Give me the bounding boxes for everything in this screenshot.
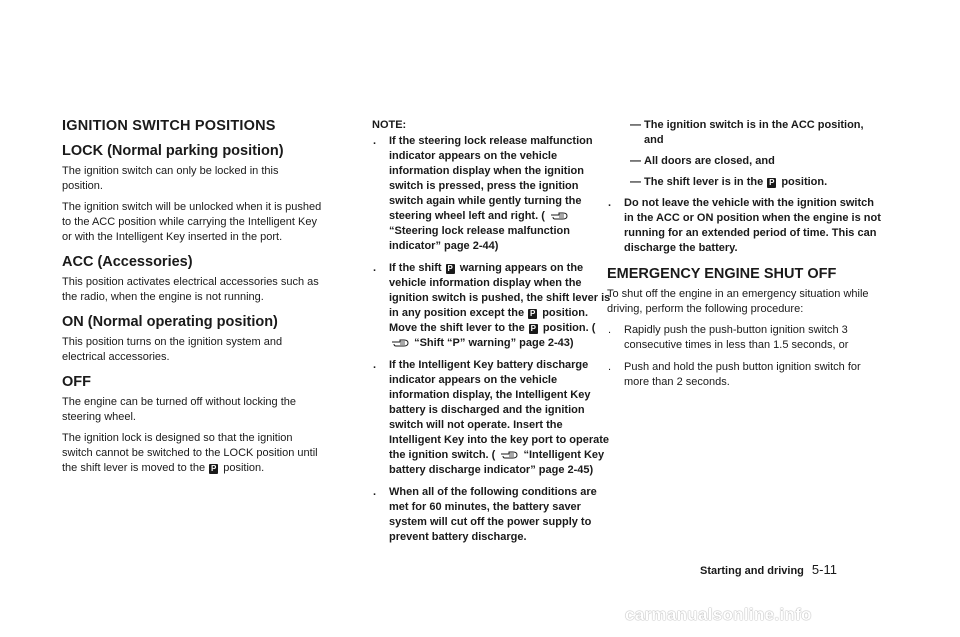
park-icon: P bbox=[447, 264, 453, 273]
bullet-marker: . bbox=[373, 262, 377, 274]
off-paragraph-1: The engine can be turned off without locking the steering wheel. bbox=[62, 396, 297, 423]
left-column bbox=[62, 118, 322, 485]
page-number: 5-11 bbox=[811, 562, 837, 577]
emergency-step-1 bbox=[607, 323, 882, 353]
emergency-step-2-text: Push and hold the push button ignition switch for more than 2 seconds. bbox=[624, 361, 861, 388]
park-icon: P bbox=[769, 178, 775, 187]
bullet-marker: . bbox=[608, 197, 612, 209]
on-heading: ON (Normal operating position) bbox=[62, 314, 278, 330]
acc-section bbox=[62, 254, 322, 305]
lock-heading: LOCK (Normal parking position) bbox=[62, 143, 284, 159]
off-heading: OFF bbox=[62, 374, 91, 390]
condition-shift bbox=[622, 175, 882, 190]
reference-hand-icon bbox=[500, 450, 518, 460]
park-icon: P bbox=[530, 324, 536, 333]
off-paragraph-2 bbox=[62, 431, 322, 476]
dash-marker: — bbox=[630, 119, 641, 131]
note-bullet-2-text-b: warning appears on the vehicle information display when the ignition switch is pushed, the shift lever is in any position except the bbox=[389, 262, 611, 319]
note-bullet-key-battery bbox=[372, 358, 612, 478]
reference-hand-icon bbox=[391, 338, 409, 348]
acc-heading: ACC (Accessories) bbox=[62, 254, 193, 270]
right-column bbox=[607, 118, 882, 397]
note-bullet-shift-p-warning bbox=[372, 261, 612, 351]
note-bullet-1-text: If the steering lock release malfunction indicator appears on the vehicle information display when the ignition switch is pressed, press the ignition switch again while gently turning the steering wheel left and right. ( bbox=[389, 135, 593, 222]
lock-paragraph-1: The ignition switch can only be locked in this position. bbox=[62, 165, 279, 192]
condition-shift-text-b: position. bbox=[781, 176, 828, 188]
reference-hand-icon bbox=[550, 211, 568, 221]
condition-acc bbox=[622, 118, 882, 148]
note-bullet-3-text: If the Intelligent Key battery discharge indicator appears on the vehicle information display, the Intelligent Key battery is discharged and the ignition switch will not operate. Insert the Intelligent Key into the key port to operate the ignition switch. ( bbox=[389, 359, 610, 461]
note-bullet-4-text: When all of the following conditions are met for 60 minutes, the battery saver system will cut off the power supply to prevent battery discharge. bbox=[389, 486, 597, 543]
emergency-heading: EMERGENCY ENGINE SHUT OFF bbox=[607, 266, 837, 282]
park-icon: P bbox=[210, 464, 217, 473]
note-bullet-battery-saver bbox=[372, 485, 612, 545]
bullet-marker: . bbox=[373, 359, 377, 371]
on-section bbox=[62, 314, 322, 365]
on-paragraph: This position turns on the ignition system and electrical accessories. bbox=[62, 336, 283, 363]
condition-shift-text-a: The shift lever is in the bbox=[644, 176, 764, 188]
dash-marker: — bbox=[630, 176, 641, 188]
note-bullet-2-text-a: If the shift bbox=[389, 262, 442, 274]
warning-bullet-leave-vehicle bbox=[607, 196, 882, 256]
acc-paragraph: This position activates electrical accessories such as the radio, when the engine is not running. bbox=[62, 276, 319, 303]
page-footer bbox=[700, 562, 837, 577]
park-icon: P bbox=[529, 309, 536, 318]
off-paragraph-2-text-a: The ignition lock is designed so that the ignition switch cannot be switched to the LOCK position until the shift lever is moved to the bbox=[62, 432, 318, 474]
note-bullet-1-reference: “Steering lock release malfunction indicator” page 2-44) bbox=[389, 225, 570, 252]
note-label: NOTE: bbox=[372, 119, 407, 131]
note-bullet-3-reference: “Intelligent Key battery discharge indicator” page 2-45) bbox=[389, 449, 605, 476]
warning-bullet-text: Do not leave the vehicle with the ignition switch in the ACC or ON position when the engine is not running for an extended period of time. This can discharge the battery. bbox=[624, 197, 881, 254]
bullet-marker: . bbox=[373, 486, 377, 498]
condition-doors bbox=[622, 154, 882, 169]
bullet-marker: . bbox=[373, 135, 377, 147]
section-title-ignition-positions: IGNITION SWITCH POSITIONS bbox=[62, 118, 276, 134]
watermark: carmanualsonline.info bbox=[625, 605, 812, 624]
note-bullet-steering-lock bbox=[372, 134, 612, 254]
note-bullet-2-text-d: position. ( bbox=[542, 322, 596, 334]
emergency-step-1-text: Rapidly push the push-button ignition switch 3 consecutive times in less than 1.5 seconds, or bbox=[624, 324, 849, 351]
note-bullet-2-text-c: position. Move the shift lever to the bbox=[389, 307, 589, 334]
off-section bbox=[62, 374, 322, 476]
bullet-marker: . bbox=[608, 361, 612, 373]
condition-acc-text: The ignition switch is in the ACC position, and bbox=[644, 119, 864, 146]
lock-paragraph-2: The ignition switch will be unlocked when it is pushed to the ACC position while carrying the Intelligent Key or with the Intelligent Key inserted in the port. bbox=[62, 201, 322, 243]
condition-doors-text: All doors are closed, and bbox=[644, 155, 775, 167]
emergency-step-2 bbox=[607, 360, 882, 390]
bullet-marker: . bbox=[608, 324, 612, 336]
middle-column bbox=[372, 118, 612, 552]
lock-section bbox=[62, 143, 322, 245]
emergency-intro: To shut off the engine in an emergency situation while driving, perform the following procedure: bbox=[607, 288, 869, 315]
off-paragraph-2-text-b: position. bbox=[223, 462, 265, 474]
dash-marker: — bbox=[630, 155, 641, 167]
footer-section-name: Starting and driving bbox=[700, 565, 804, 577]
note-bullet-2-reference: “Shift “P” warning” page 2-43) bbox=[414, 337, 574, 349]
